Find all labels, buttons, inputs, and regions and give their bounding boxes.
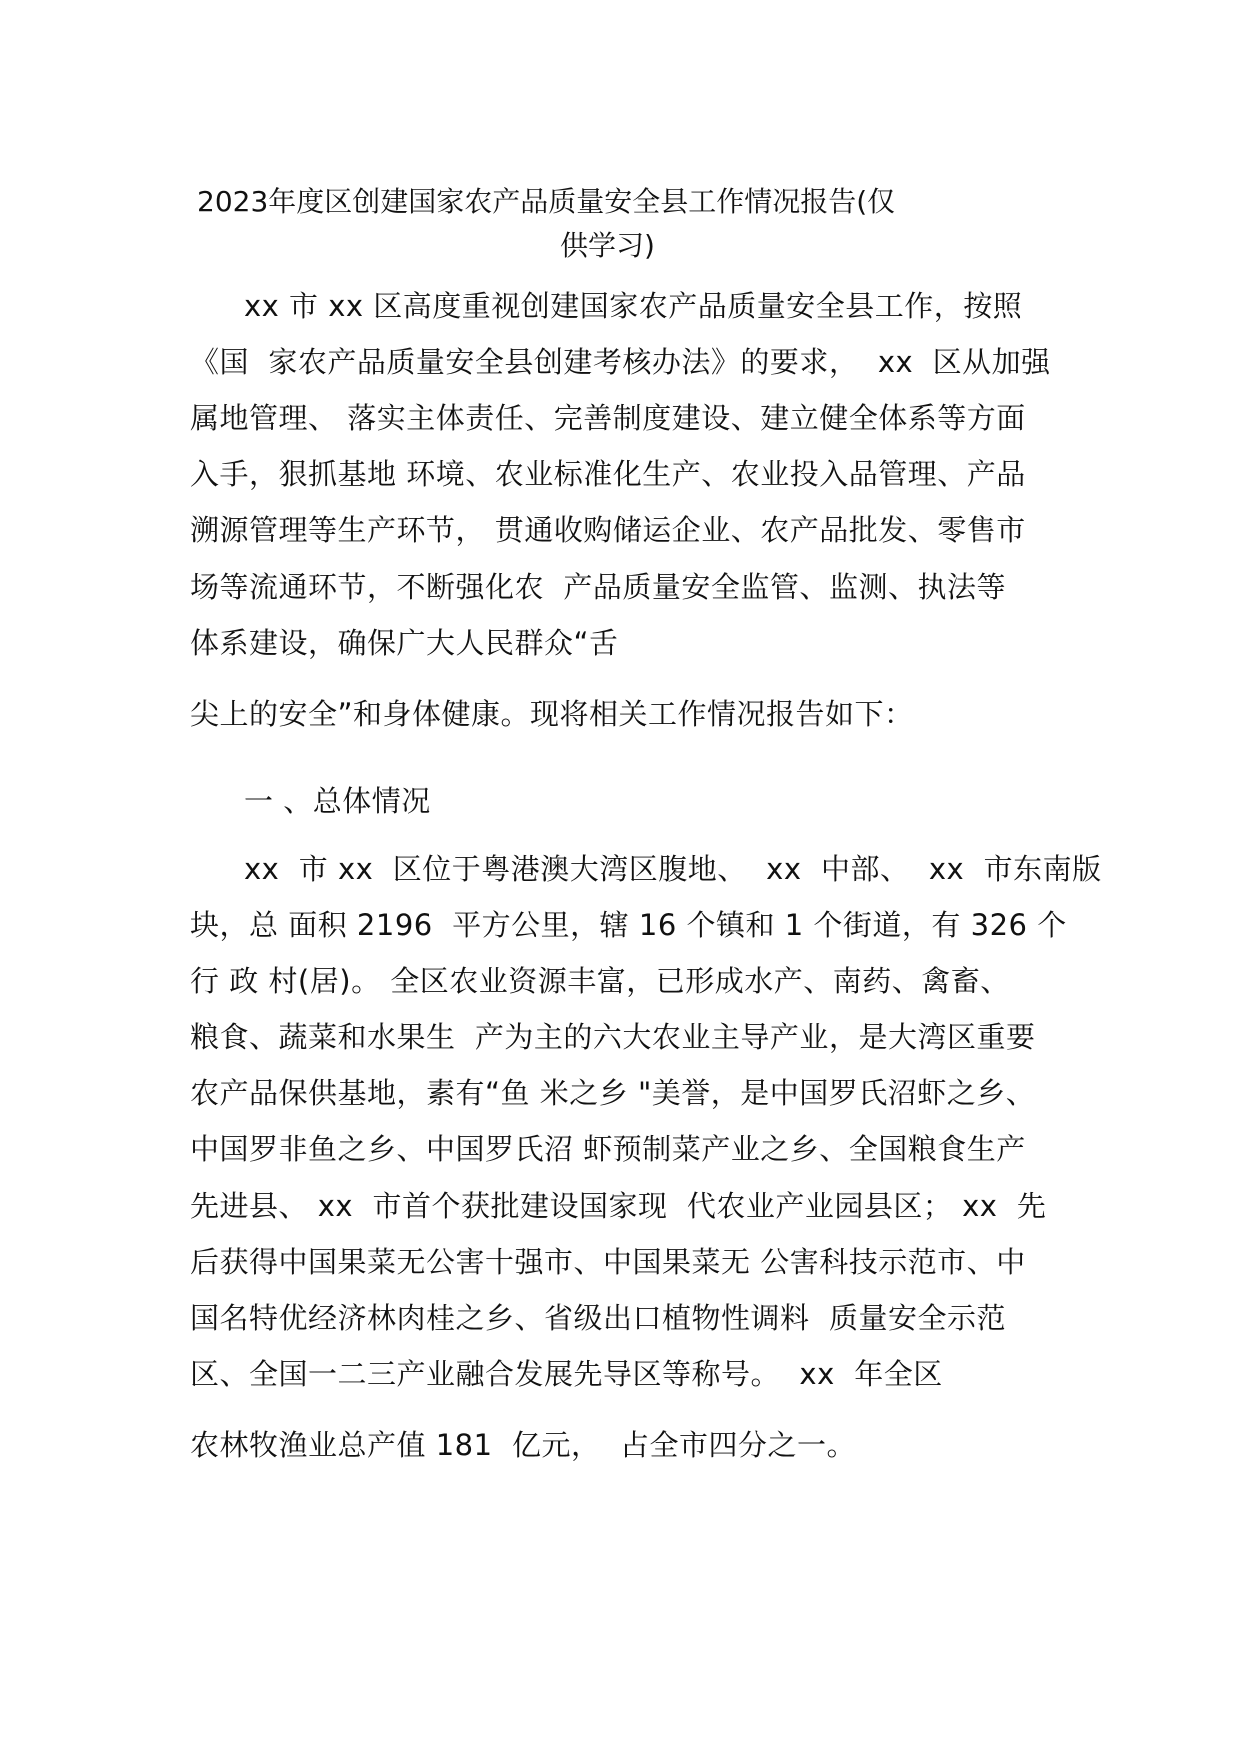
section-paragraph-line: 后获得中国果菜无公害十强市、中国果菜无 公害科技示范市、中: [190, 1245, 1026, 1279]
intro-paragraph-line: 入手，狠抓基地 环境、农业标准化生产、农业投入品管理、产品: [190, 457, 1026, 491]
intro-paragraph-line: 尖上的安全”和身体健康。现将相关工作情况报告如下：: [190, 697, 914, 731]
section-paragraph-line: 农产品保供基地，素有“鱼 米之乡 "美誉，是中国罗氏沼虾之乡、: [190, 1076, 1036, 1110]
section-paragraph-line: 国名特优经济林肉桂之乡、省级出口植物性调料 质量安全示范: [190, 1301, 1006, 1335]
section-paragraph-line: 农林牧渔业总产值 181 亿元， 占全市四分之一。: [190, 1428, 856, 1462]
intro-paragraph-line: 属地管理、 落实主体责任、完善制度建设、建立健全体系等方面: [190, 401, 1026, 435]
section-paragraph-line: 中国罗非鱼之乡、中国罗氏沼 虾预制菜产业之乡、全国粮食生产: [190, 1132, 1026, 1166]
document-title-line-2: 供学习): [560, 229, 655, 262]
intro-paragraph-line: 体系建设，确保广大人民群众“舌: [190, 626, 619, 660]
section-paragraph-line: 先进县、 xx 市首个获批建设国家现 代农业产业园县区； xx 先: [190, 1189, 1047, 1223]
section-paragraph-line: 区、全国一二三产业融合发展先导区等称号。 xx 年全区: [190, 1357, 943, 1391]
section-paragraph-line: 行 政 村(居)。 全区农业资源丰富，已形成水产、南药、禽畜、: [190, 964, 1010, 998]
intro-paragraph-line: xx 市 xx 区高度重视创建国家农产品质量安全县工作，按照: [244, 289, 1023, 323]
document-title-line-1: 2023年度区创建国家农产品质量安全县工作情况报告(仅: [197, 185, 896, 218]
section-paragraph-line: 块，总 面积 2196 平方公里，辖 16 个镇和 1 个街道，有 326 个: [190, 908, 1067, 942]
intro-paragraph-line: 场等流通环节，不断强化农 产品质量安全监管、监测、执法等: [190, 570, 1006, 604]
intro-paragraph-line: 溯源管理等生产环节， 贯通收购储运企业、农产品批发、零售市: [190, 513, 1026, 547]
section-paragraph-line: xx 市 xx 区位于粤港澳大湾区腹地、 xx 中部、 xx 市东南版: [244, 852, 1102, 886]
section-heading: 一 、总体情况: [244, 784, 431, 818]
intro-paragraph-line: 《国 家农产品质量安全县创建考核办法》的要求， xx 区从加强: [190, 345, 1051, 379]
section-paragraph-line: 粮食、蔬菜和水果生 产为主的六大农业主导产业，是大湾区重要: [190, 1020, 1036, 1054]
